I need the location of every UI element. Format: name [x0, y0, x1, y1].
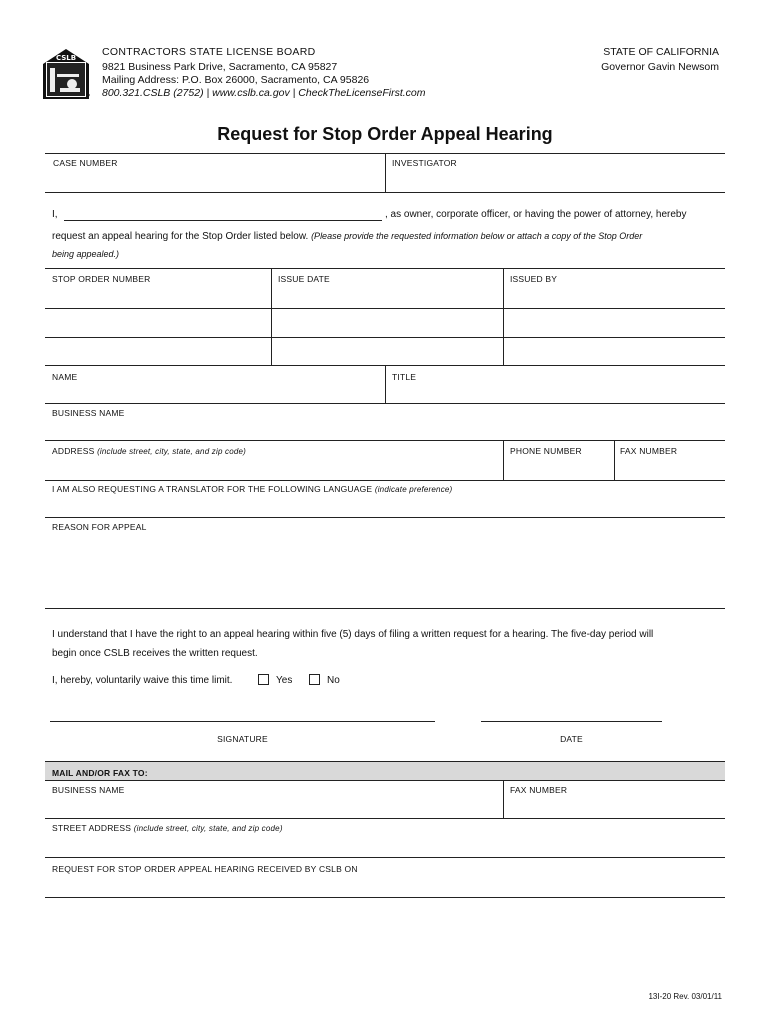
translator-label-text: I AM ALSO REQUESTING A TRANSLATOR FOR THE FOLLOWING LANGUAGE	[52, 484, 373, 494]
waiver-paragraph-line-2: begin once CSLB receives the written request.	[52, 648, 258, 659]
owner-name-field[interactable]	[64, 206, 382, 220]
address-label-text: ADDRESS	[52, 446, 95, 456]
page-title: Request for Stop Order Appeal Hearing	[217, 124, 553, 144]
issue-date-field-2[interactable]	[272, 309, 502, 336]
issue-date-field-1[interactable]	[272, 285, 502, 307]
address-line-1: 9821 Business Park Drive, Sacramento, CA 95827	[102, 61, 338, 73]
business-name-label: BUSINESS NAME	[52, 408, 125, 418]
yes-checkbox[interactable]	[258, 674, 269, 685]
no-checkbox[interactable]	[309, 674, 320, 685]
reason-for-appeal-field[interactable]	[46, 534, 724, 607]
stop-order-number-field-2[interactable]	[46, 309, 270, 336]
stop-order-number-field-1[interactable]	[46, 285, 270, 307]
issued-by-field-3[interactable]	[504, 338, 724, 364]
name-field[interactable]	[46, 383, 384, 402]
cslb-logo-icon	[42, 48, 90, 100]
issued-by-field-1[interactable]	[504, 285, 724, 307]
investigator-label: INVESTIGATOR	[392, 158, 457, 168]
address-line-2: Mailing Address: P.O. Box 26000, Sacramento, CA 95826	[102, 74, 370, 86]
name-label: NAME	[52, 372, 78, 382]
street-address-label-text: STREET ADDRESS	[52, 823, 132, 833]
issue-date-field-3[interactable]	[272, 338, 502, 364]
fax-number-field[interactable]	[615, 458, 724, 479]
statement-line-3: being appealed.)	[52, 249, 120, 259]
form-number: 13I-20 Rev. 03/01/11	[648, 992, 722, 1001]
signature-label: SIGNATURE	[217, 734, 268, 744]
contact-line: 800.321.CSLB (2752) | www.cslb.ca.gov | CheckTheLicenseFirst.com	[102, 87, 426, 99]
reason-for-appeal-label: REASON FOR APPEAL	[52, 522, 147, 532]
case-number-field[interactable]	[46, 170, 384, 191]
signature-field[interactable]	[50, 700, 435, 720]
state-name: STATE OF CALIFORNIA	[603, 46, 719, 58]
statement-line-2	[52, 231, 642, 242]
received-by-cslb-field[interactable]	[46, 876, 724, 896]
mail-section-heading: MAIL AND/OR FAX TO:	[52, 768, 148, 778]
phone-number-field[interactable]	[504, 458, 613, 479]
no-label: No	[327, 675, 340, 686]
date-field[interactable]	[481, 700, 662, 720]
statement-line-2-italic: (Please provide the requested information below or attach a copy of the Stop Order	[311, 231, 643, 241]
phone-number-label: PHONE NUMBER	[510, 446, 582, 456]
address-field[interactable]	[46, 458, 502, 479]
registered-mark: ●	[86, 92, 91, 99]
org-name: CONTRACTORS STATE LICENSE BOARD	[102, 46, 316, 58]
date-label: DATE	[560, 734, 583, 744]
statement-prefix: I,	[52, 209, 58, 220]
translator-label	[52, 484, 452, 494]
case-number-label: CASE NUMBER	[53, 158, 118, 168]
street-address-field[interactable]	[46, 835, 724, 856]
stop-order-number-label: STOP ORDER NUMBER	[52, 274, 151, 284]
street-address-hint: (include street, city, state, and zip code)	[133, 824, 283, 833]
title-label: TITLE	[392, 372, 417, 382]
yes-label: Yes	[276, 675, 293, 686]
mail-business-name-label: BUSINESS NAME	[52, 785, 125, 795]
mail-fax-number-field[interactable]	[504, 796, 724, 817]
stop-order-number-field-3[interactable]	[46, 338, 270, 364]
received-by-cslb-label: REQUEST FOR STOP ORDER APPEAL HEARING RECEIVED BY CSLB ON	[52, 864, 358, 874]
street-address-label	[52, 823, 283, 833]
waiver-paragraph-line-1: I understand that I have the right to an appeal hearing within five (5) days of filing a written request for a hearing. The five-day period will	[52, 629, 654, 640]
cslb-logo	[42, 48, 90, 100]
translator-language-field[interactable]	[46, 496, 724, 516]
statement-suffix: , as owner, corporate officer, or having the power of attorney, hereby	[385, 209, 687, 220]
statement-line-2-text: request an appeal hearing for the Stop Order listed below.	[52, 231, 309, 242]
fax-number-label: FAX NUMBER	[620, 446, 678, 456]
mail-business-name-field[interactable]	[46, 796, 502, 817]
issued-by-label: ISSUED BY	[510, 274, 558, 284]
governor-name: Governor Gavin Newsom	[601, 61, 719, 73]
business-name-field[interactable]	[46, 419, 724, 439]
address-label	[52, 446, 246, 456]
investigator-field[interactable]	[386, 170, 724, 191]
address-hint: (include street, city, state, and zip code)	[97, 447, 247, 456]
issued-by-field-2[interactable]	[504, 309, 724, 336]
title-field[interactable]	[386, 383, 724, 402]
translator-hint: (indicate preference)	[374, 485, 453, 494]
svg-text:CSLB: CSLB	[55, 54, 77, 62]
waive-text: I, hereby, voluntarily waive this time limit.	[52, 675, 233, 686]
issue-date-label: ISSUE DATE	[278, 274, 330, 284]
mail-fax-number-label: FAX NUMBER	[510, 785, 568, 795]
